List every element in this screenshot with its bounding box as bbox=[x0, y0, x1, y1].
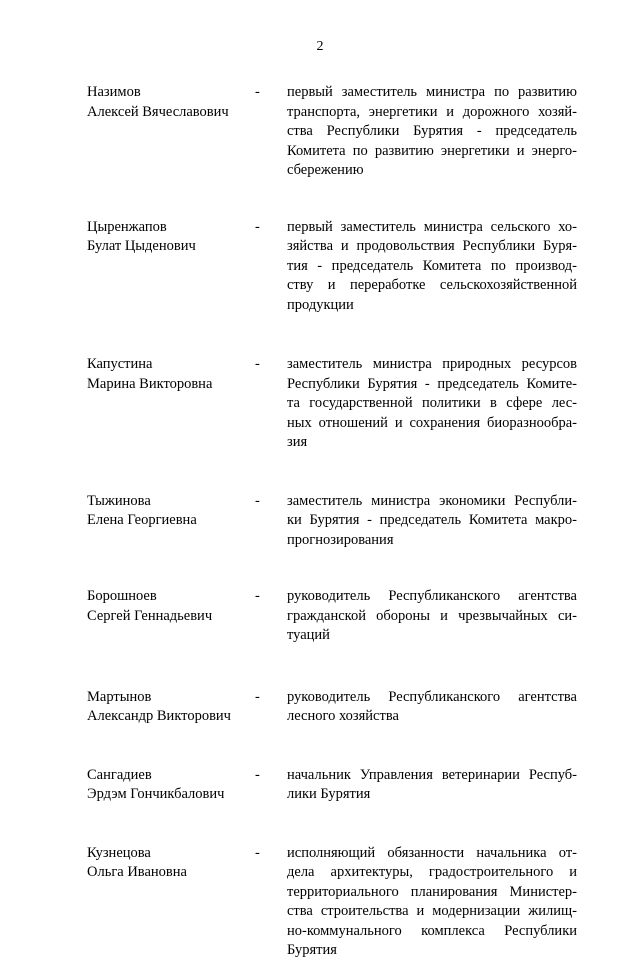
member-position bbox=[287, 688, 577, 727]
position-text-line: ства строительства и модернизации жилищ- bbox=[287, 903, 577, 919]
position-text-line: транспорта, энергетики и дорожного хозяй- bbox=[287, 103, 577, 120]
position-text-line: заместитель министра природных ресурсов bbox=[287, 356, 577, 372]
member-position bbox=[287, 218, 577, 316]
position-text-line: тия - председатель Комитета по производ- bbox=[287, 257, 577, 274]
member-entry bbox=[0, 766, 640, 805]
member-surname: Борошноев bbox=[87, 588, 157, 604]
position-text-line: лики Бурятия bbox=[287, 786, 371, 802]
member-name bbox=[87, 844, 252, 883]
member-entry bbox=[0, 83, 640, 181]
member-entry bbox=[0, 218, 640, 316]
position-text-line: ства Республики Бурятия - председатель bbox=[287, 123, 577, 139]
member-name bbox=[87, 83, 252, 122]
member-surname: Тыжинова bbox=[87, 492, 151, 509]
member-entry bbox=[0, 492, 640, 551]
member-position bbox=[287, 492, 577, 551]
member-given-names: Александр Викторович bbox=[87, 708, 231, 724]
member-position bbox=[287, 355, 577, 453]
member-surname: Сангадиев bbox=[87, 766, 152, 783]
member-name bbox=[87, 688, 252, 727]
position-text-line: ству и переработке сельскохозяйственной bbox=[287, 277, 577, 293]
separator-dash: - bbox=[255, 844, 260, 861]
member-surname: Кузнецова bbox=[87, 844, 151, 861]
position-text-line: та государственной политики в сфере лес- bbox=[287, 395, 577, 411]
position-text-line: гражданской обороны и чрезвычайных си- bbox=[287, 607, 577, 624]
position-text-line: лесного хозяйства bbox=[287, 708, 399, 724]
member-given-names: Марина Викторовна bbox=[87, 375, 213, 392]
position-text-line: Республики Бурятия - председатель Комите- bbox=[287, 375, 577, 392]
member-surname: Цыренжапов bbox=[87, 218, 167, 235]
member-position bbox=[287, 766, 577, 805]
separator-dash: - bbox=[255, 766, 260, 783]
member-given-names: Ольга Ивановна bbox=[87, 864, 187, 880]
position-text-line: ных отношений и сохранения биоразнообра- bbox=[287, 414, 577, 431]
position-text-line: первый заместитель министра сельского хо- bbox=[287, 218, 577, 235]
position-text-line: ки Бурятия - председатель Комитета макро- bbox=[287, 512, 577, 528]
position-text-line: Бурятия bbox=[287, 942, 337, 958]
member-given-names: Эрдэм Гончикбалович bbox=[87, 786, 225, 802]
separator-dash: - bbox=[255, 218, 260, 235]
member-given-names: Алексей Вячеславович bbox=[87, 103, 229, 120]
position-text-line: территориального планирования Министер- bbox=[287, 883, 577, 900]
member-entry bbox=[0, 587, 640, 646]
position-text-line: сбережению bbox=[287, 162, 364, 178]
position-text-line: дела архитектуры, градостроительного и bbox=[287, 864, 577, 880]
position-text-line: заместитель министра экономики Республи- bbox=[287, 492, 577, 509]
position-text-line: Комитета по развитию энергетики и энерго- bbox=[287, 142, 577, 159]
member-given-names: Булат Цыденович bbox=[87, 238, 196, 254]
position-text-line: туаций bbox=[287, 627, 330, 643]
member-position bbox=[287, 587, 577, 646]
separator-dash: - bbox=[255, 84, 260, 100]
separator-dash: - bbox=[255, 356, 260, 372]
separator-dash: - bbox=[255, 492, 260, 509]
member-position bbox=[287, 844, 577, 961]
separator-dash: - bbox=[255, 588, 260, 604]
member-position bbox=[287, 83, 577, 181]
page-number: 2 bbox=[316, 39, 324, 54]
member-name bbox=[87, 492, 252, 531]
member-name bbox=[87, 218, 252, 257]
member-name bbox=[87, 587, 252, 626]
member-list bbox=[0, 83, 640, 961]
position-text-line: зия bbox=[287, 434, 308, 450]
position-text-line: прогнозирования bbox=[287, 531, 394, 548]
separator-dash: - bbox=[255, 688, 260, 705]
member-name bbox=[87, 355, 252, 394]
member-given-names: Елена Георгиевна bbox=[87, 512, 197, 528]
position-text-line: но-коммунального комплекса Республики bbox=[287, 922, 577, 939]
position-text-line: продукции bbox=[287, 296, 354, 313]
member-surname: Мартынов bbox=[87, 688, 152, 705]
member-surname: Капустина bbox=[87, 356, 153, 372]
member-given-names: Сергей Геннадьевич bbox=[87, 607, 213, 624]
position-text-line: начальник Управления ветеринарии Респуб- bbox=[287, 766, 577, 783]
member-entry bbox=[0, 355, 640, 453]
position-text-line: руководитель Республиканского агентства bbox=[287, 588, 577, 604]
position-text-line: первый заместитель министра по развитию bbox=[287, 84, 577, 100]
member-entry bbox=[0, 688, 640, 727]
member-entry bbox=[0, 844, 640, 961]
member-surname: Назимов bbox=[87, 84, 141, 100]
position-text-line: руководитель Республиканского агентства bbox=[287, 688, 577, 705]
position-text-line: зяйства и продовольствия Республики Буря- bbox=[287, 238, 577, 254]
member-name bbox=[87, 766, 252, 805]
position-text-line: исполняющий обязанности начальника от- bbox=[287, 844, 577, 861]
